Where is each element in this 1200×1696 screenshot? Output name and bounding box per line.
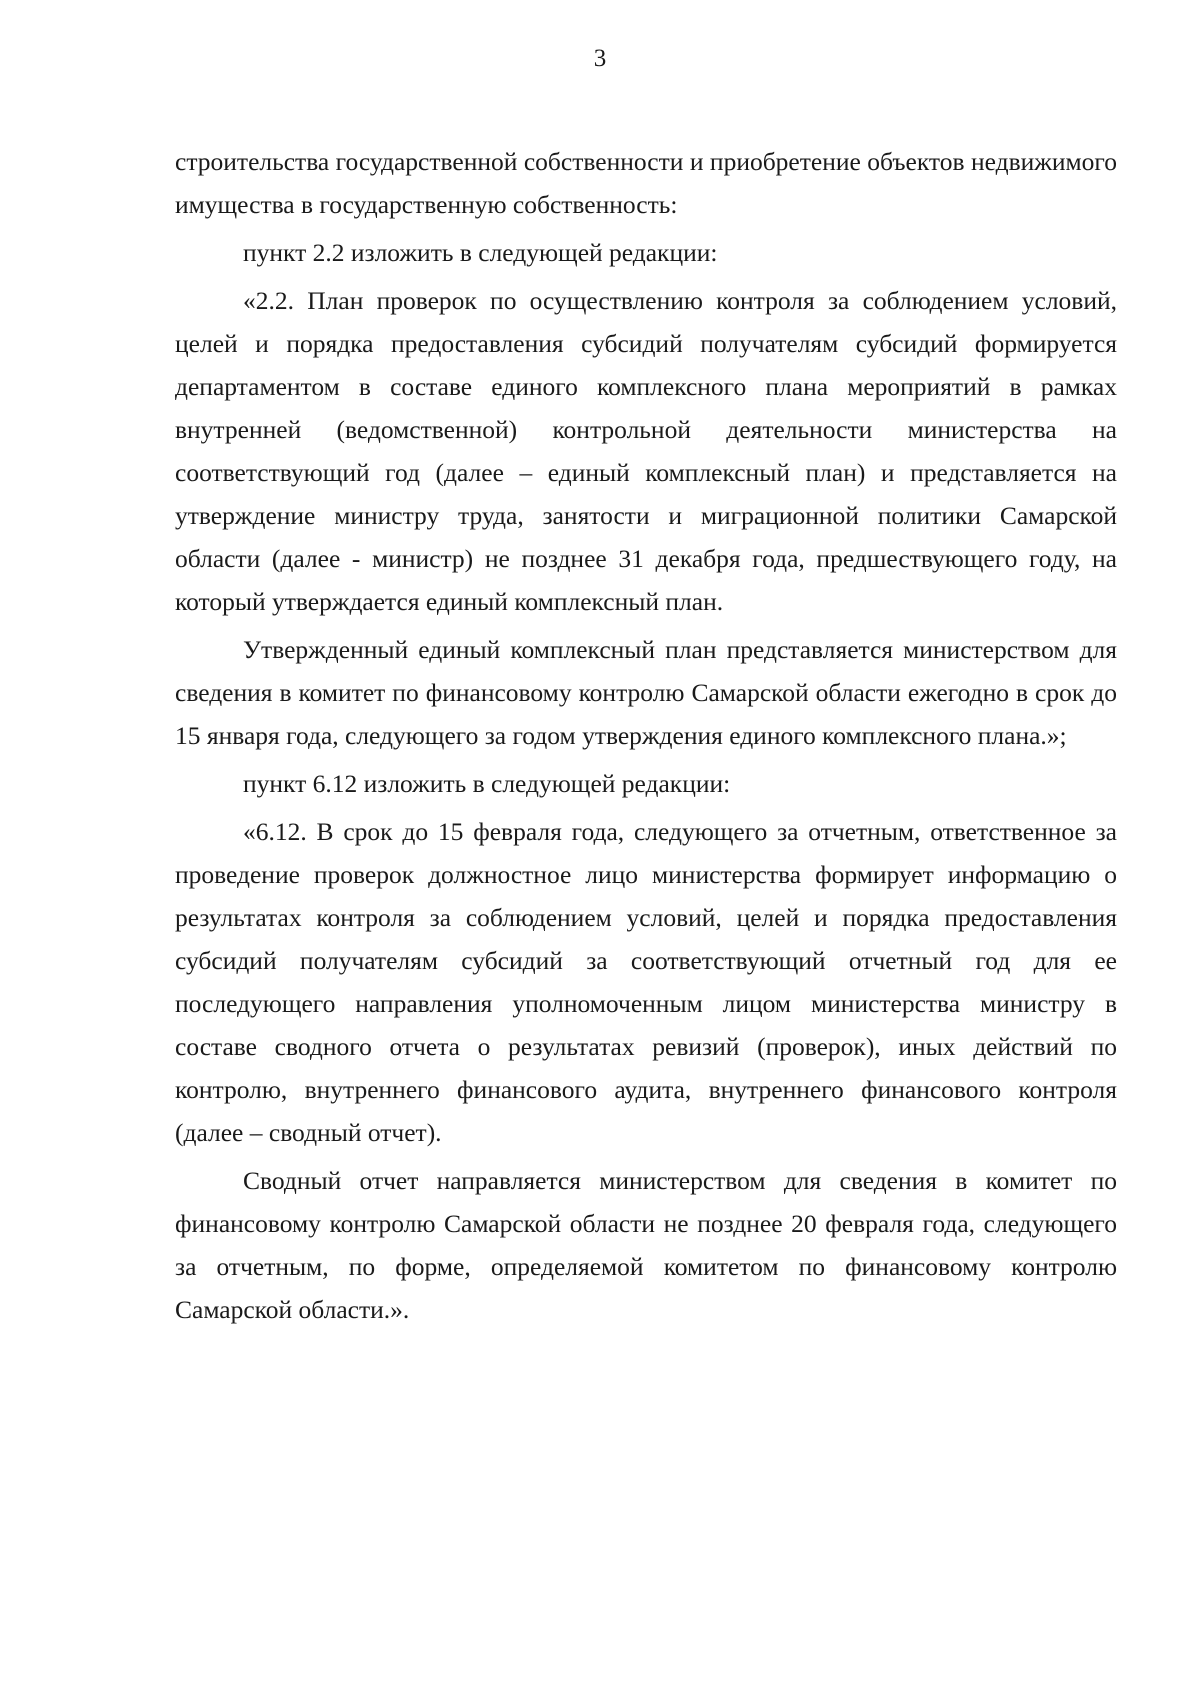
paragraph-approved-plan: Утвержденный единый комплексный план представляется министерством для сведения в комитет по финансовому контролю Самарской области ежегодно в срок до 15 января года, следующего за годом утверждения единого комплексного плана.»; <box>175 635 1117 750</box>
paragraph-amendment-2-2-intro: пункт 2.2 изложить в следующей редакции: <box>243 238 718 267</box>
paragraph-item-2-2: «2.2. План проверок по осуществлению контроля за соблюдением условий, целей и порядка предоставления субсидий получателям субсидий формируется департаментом в составе единого комплексного плана мероприятий в рамках внутренней (ведомственной) контрольной деятельности министерства на соответствующий год (далее – единый комплексный план) и представляется на утверждение министру труда, занятости и миграционной политики Самарской области (далее - министр) не позднее 31 декабря года, предшествующего году, на который утверждается единый комплексный план. <box>175 286 1117 616</box>
page-number: 3 <box>593 45 607 72</box>
paragraph-continuation: строительства государственной собственности и приобретение объектов недвижимого имущества в государственную собственность: <box>175 147 1117 219</box>
paragraph-amendment-6-12-intro: пункт 6.12 изложить в следующей редакции: <box>243 769 731 798</box>
paragraph-summary-report: Сводный отчет направляется министерством для сведения в комитет по финансовому контролю Самарской области не позднее 20 февраля года, следующего за отчетным, по форме, определяемой комитетом по финансовому контролю Самарской области.». <box>175 1166 1117 1324</box>
document-body <box>175 140 1117 1336</box>
paragraph-item-6-12: «6.12. В срок до 15 февраля года, следующего за отчетным, ответственное за проведение проверок должностное лицо министерства формирует информацию о результатах контроля за соблюдением условий, целей и порядка предоставления субсидий получателям субсидий за соответствующий отчетный год для ее последующего направления уполномоченным лицом министерства министру в составе сводного отчета о результатах ревизий (проверок), иных действий по контролю, внутреннего финансового аудита, внутреннего финансового контроля (далее – сводный отчет). <box>175 817 1117 1147</box>
